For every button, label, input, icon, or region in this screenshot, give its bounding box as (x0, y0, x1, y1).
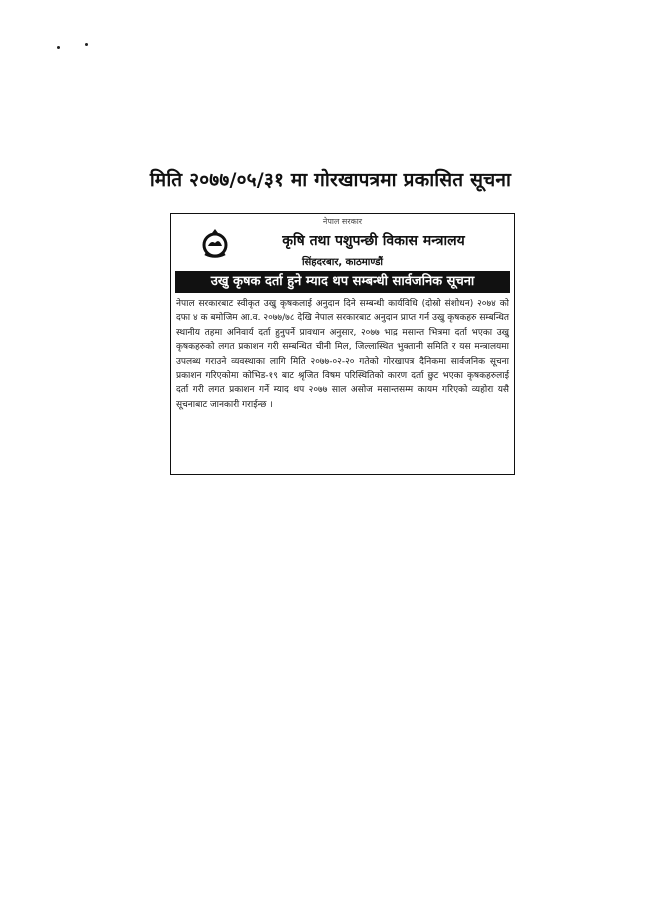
page-headline: मिति २०७७/०५/३१ मा गोरखापत्रमा प्रकासित सूचना (149, 169, 512, 191)
notice-title-banner: उखु कृषक दर्ता हुने म्याद थप सम्बन्धी सार्वजनिक सूचना (175, 271, 510, 293)
scan-speck (85, 43, 88, 46)
notice-body: नेपाल सरकारबाट स्वीकृत उखु कृषकलाई अनुदान दिने सम्बन्धी कार्यविधि (दोस्रो संशोधन) २०७४ को दफा ४ क बमोजिम आ.व. २०७७/७८ देखि नेपाल सरकारबाट अनुदान प्राप्त गर्न उखु कृषकहरु सम्बन्धित स्थानीय तहमा अनिवार्य दर्ता हुनुपर्ने प्रावधान अनुसार, २०७७ भाद्र मसान्त भित्रमा दर्ता भएका उखु कृषकहरुको लगत प्रकाशन गरी सम्बन्धित चीनी मिल, जिल्लास्थित भुक्तानी समिति र यस मन्त्रालयमा उपलब्ध गराउने व्यवस्थाका लागि मिति २०७७-०२-२० गतेको गोरखापत्र दैनिकमा सार्वजनिक सूचना प्रकाशन गरिएकोमा कोभिड-१९ बाट श्रृजित विषम परिस्थितिको कारण दर्ता छुट भएका कृषकहरुलाई दर्ता गरी लगत प्रकाशन गर्ने म्याद थप २०७७ साल असोज मसान्तसम्म कायम गरिएको व्यहोरा यसै सूचनाबाट जानकारी गराईन्छ । (176, 299, 509, 410)
ministry-name: कृषि तथा पशुपन्छी विकास मन्त्रालय (282, 233, 465, 249)
scan-speck (57, 46, 60, 49)
ministry-location: सिंहदरबार, काठमाण्डौं (301, 257, 384, 268)
newspaper-notice (170, 213, 515, 475)
government-label: नेपाल सरकार (322, 217, 363, 226)
